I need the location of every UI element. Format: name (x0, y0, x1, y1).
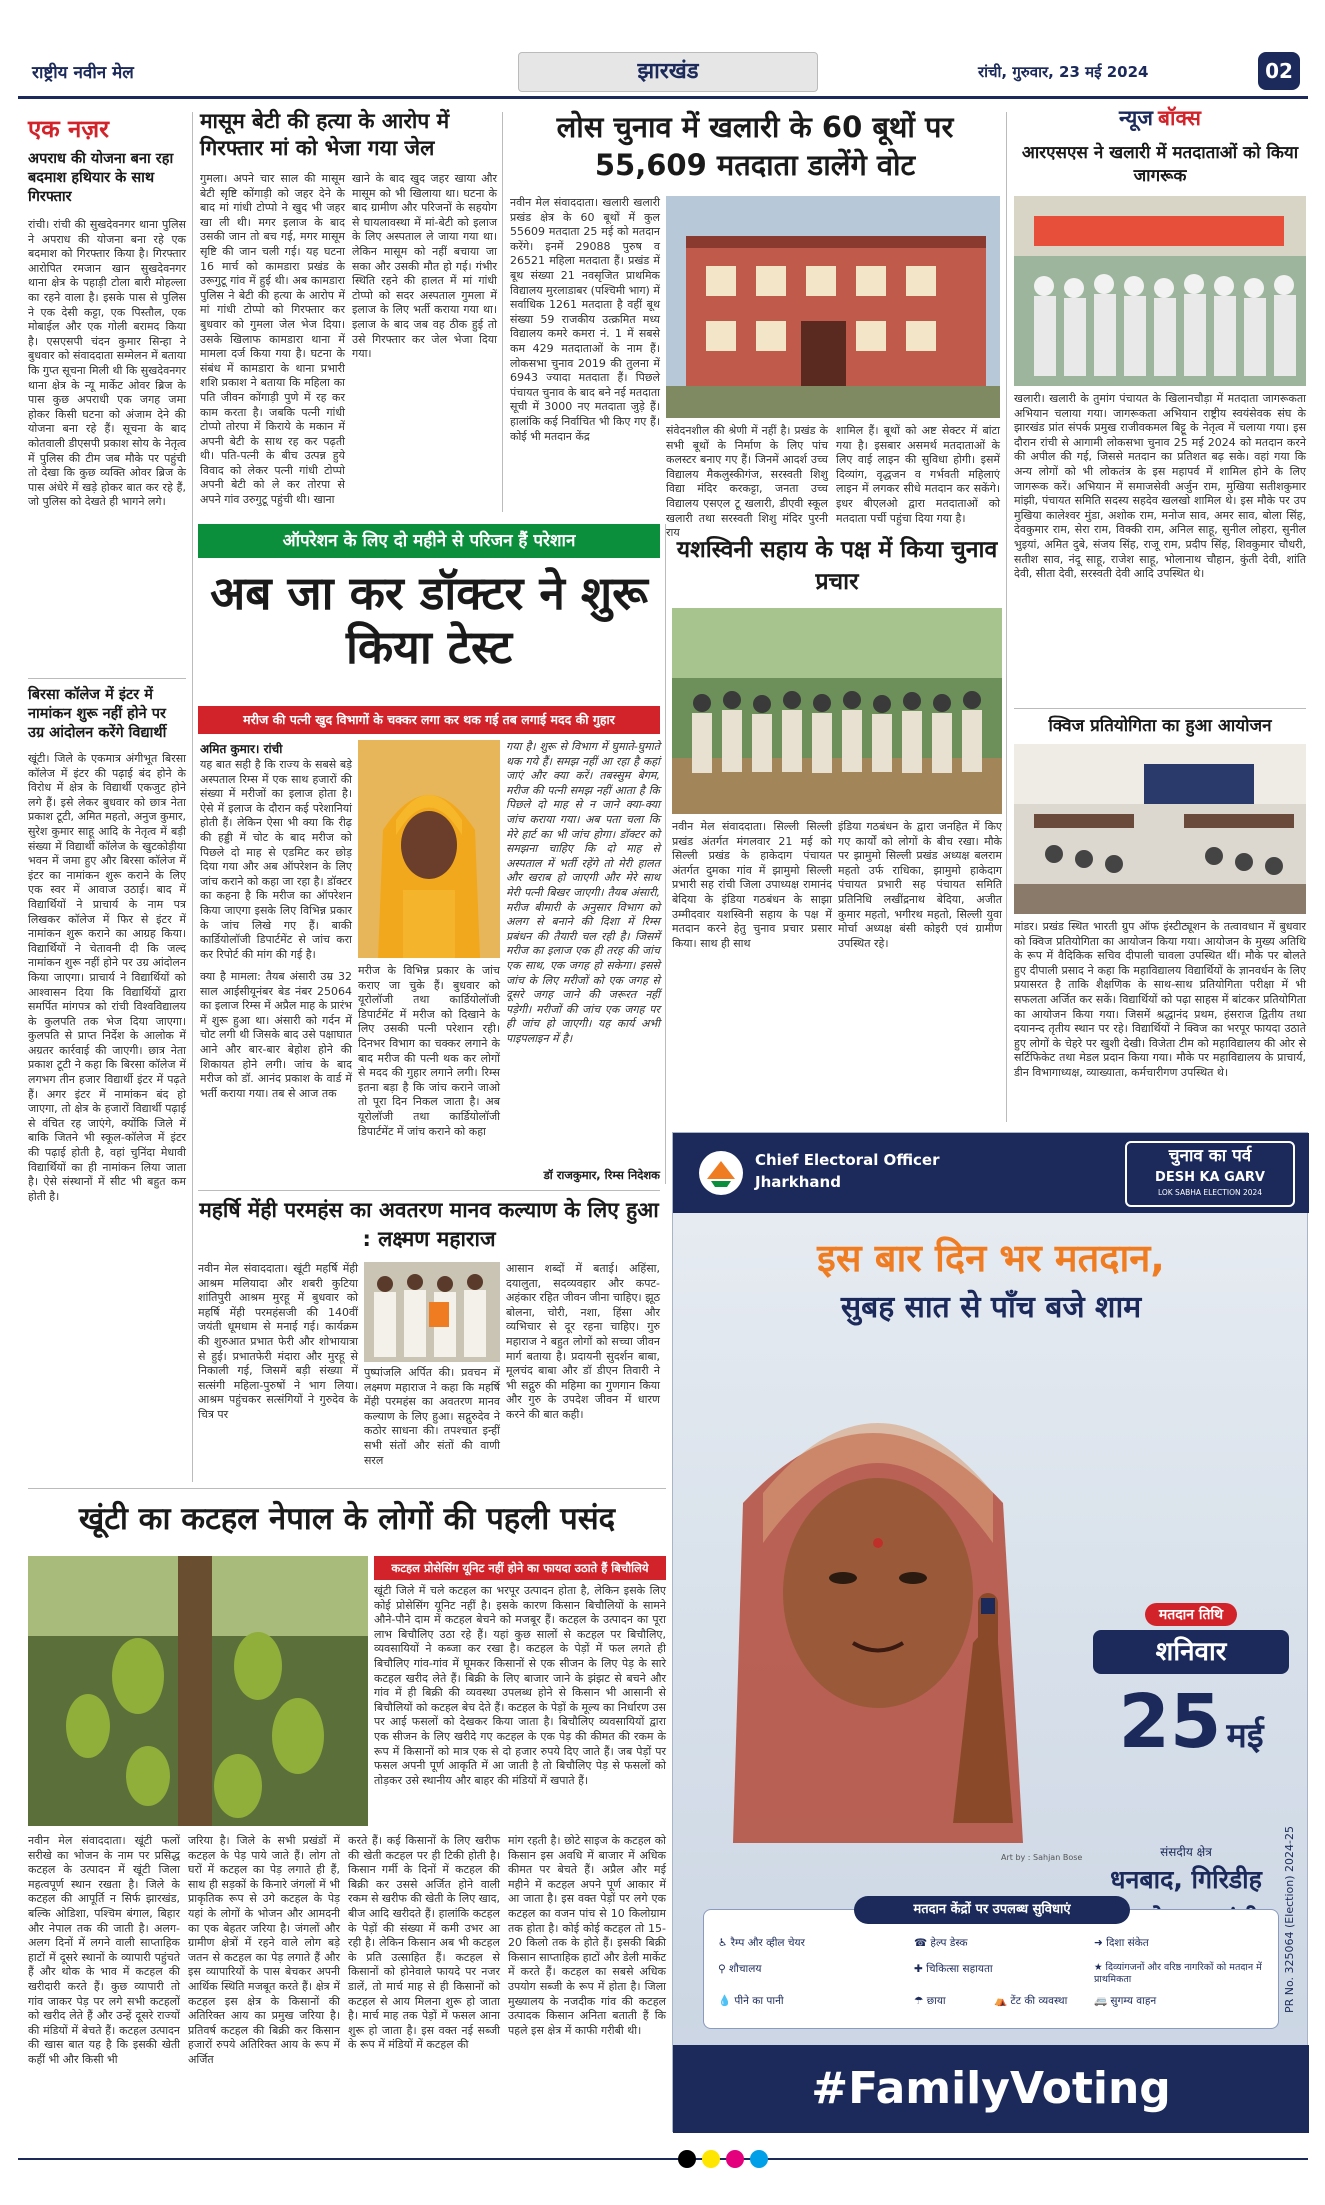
maharshi-body-1: नवीन मेल संवाददाता। खूंटी महर्षि मेंही आश्रम मलियादा और शबरी कुटिया शांतिपुरी आश्रम मुरहू में बुधवार को महर्षि मेंही परमहंसजी की 140वीं जयंती धूमधाम से मनाई गई। कार्यक्रम की शुरुआत प्रभात फेरी और शोभायात्रा से हुई। प्रभातफेरी मंदारा और मुरहू से निकाली गई, जिसमें बड़ी संख्या में सत्संगी महिला-पुरुषों ने भाग लिया। आश्रम पहुंचकर सत्संगियों ने गुरुदेव के चित्र पर (198, 1262, 358, 1421)
campaign-photo (672, 608, 1002, 814)
poll-day: शनिवार (1093, 1630, 1289, 1674)
registration-strip (18, 2148, 1308, 2172)
doctor-body-3 (506, 740, 660, 1165)
facility-item: 💧 पीने का पानी (718, 1995, 784, 2007)
kathal-body-col4: मांग रहती है। छोटे साइज के कटहल को किसान इस अवधि में बाजार में अधिक कीमत पर बेचते हैं। अप्रैल और मई महीने में कटहल अपने पूर्ण आकार में आ जाता है। इस वक्त पेड़ों पर लगे एक कटहल का वजन पांच से 10 किलोग्राम तक होता है। कोई कोई कटहल तो 15-20 किलो तक के होते हैं। इसकी बिक्री किसान साप्ताहिक हाटों और डेली मार्केट में करते हैं। कटहल का सबसे अधिक उपयोग सब्जी के रूप में होता है। जिला मुख्यालय के नजदीक गांव की कटहल उत्पादक किसान अनिता बताती हैं कि पहले इस क्षेत्र में काफी गरीबी थी। (508, 1834, 666, 2037)
kathal-body-col1: नवीन मेल संवाददाता। खूंटी फलों सरीखे का भोजन के नाम पर प्रसिद्ध कटहल के उत्पादन में खूंटी जिला महत्वपूर्ण स्थान रखता है। जिले के कटहल की आपूर्ति न सिर्फ झारखंड, बल्कि ओडिशा, पश्चिम बंगाल, बिहार और नेपाल तक की जाती है। अलग-अलग दिनों में लगने वाली साप्ताहिक हाटों में दूसरे स्थानों के व्यापारी पहुंचते हैं और थोक के भाव में कटहल की खरीदारी करते हैं। कुछ व्यापारी तो गांव जाकर पेड़ पर लगे सभी कटहलों को खरीद लेते हैं और उन्हें दूसरे राज्यों की मंडियों में बेचते हैं। कटहल उत्पादन की खास बात यह है कि इसकी खेती कहीं भी और किसी भी (28, 1834, 180, 2066)
column-divider (502, 112, 503, 512)
column-divider (665, 524, 666, 1184)
bottom-rule (18, 2158, 1308, 2160)
divider (28, 678, 186, 679)
eci-logo-icon (697, 1149, 745, 1197)
quiz-headline: क्विज प्रतियोगिता का हुआ आयोजन (1048, 716, 1272, 736)
constituency-line-1: धनबाद, गिरिडीह (1110, 1865, 1262, 1894)
poll-date-month: मई (1226, 1716, 1264, 1756)
news-box-title-a: न्यूज (1118, 106, 1153, 130)
news-box-title-b: बॉक्स (1158, 106, 1201, 130)
facility-item: ★ दिव्यांगजनों और वरिष्ठ नागरिकों को मतदान में प्राथमिकता (1094, 1962, 1262, 1985)
wheelchair-icon: ♿ (718, 1937, 731, 1949)
constituency-label: संसदीय क्षेत्र (1160, 1845, 1212, 1859)
kathal-body-col3: करते हैं। कई किसानों के लिए खरीफ की खेती कटहल पर ही टिकी होती है। किसान गर्मी के दिनों में कटहल की बिक्री कर उससे अर्जित होने वाली रकम से खरीफ की खेती के लिए खाद, बीज आदि खरीदते हैं। हालांकि कटहल के पेड़ों की संख्या में कमी उभर आ रही है। लेकिन किसान अब भी कटहल के प्रति उत्साहित हैं। कटहल से किसानों को होनेवाले फायदे पर नजर डालें, तो मार्च माह से ही किसानों को कटहल से आय मिलना शुरू हो जाता है। मार्च माह तक पेड़ों में फसल आना शुरू हो जाता है। इस वक्त नई सब्जी के रूप में मंडियों में कटहल की (348, 1834, 500, 2052)
kathal-body-col2: जरिया है। जिले के सभी प्रखंडों में कटहल के पेड़ पाये जाते हैं। लोग तो घरों में कटहल का पेड़ लगाते ही हैं, साथ ही सड़कों के किनारे जंगलों में भी प्राकृतिक रूप से उगे कटहल के पेड़ यहां के लोगों के भोजन और आमदनी का एक बेहतर जरिया है। जंगलों और ग्रामीण क्षेत्रों में रहने वाले लोग बड़े जतन से कटहल का पेड़ लगाते हैं और इस व्यापारियों के पास बेचकर अपनी आर्थिक स्थिति मजबूत करते हैं। क्षेत्र में कटहल इस क्षेत्र के किसानों की अतिरिक्त आय का प्रमुख जरिया है। प्रतिवर्ष कटहल की बिक्री कर किसान हजारों रुपये अतिरिक्त आय के रूप में अर्जित (188, 1834, 340, 2066)
doctor-quote-attribution: डॉ राजकुमार, रिम्स निदेशक (543, 1168, 660, 1182)
brief-body-2: खूंटी। जिले के एकमात्र अंगीभूत बिरसा कॉलेज में इंटर की पढ़ाई बंद होने के विरोध में क्षेत्र के विद्यार्थी एकजुट होने लगे हैं। इसे लेकर बुधवार को छात्र नेता प्रकाश टूटी, अमित महतो, अनुज कुमार, सुरेश कुमार साहू आदि के नेतृत्व में बड़ी संख्या में विद्यार्थी कॉलेज के खुटकोड़ीया भवन में जमा हुए और बिरसा कॉलेज में इंटर का नामांकन शुरू कराने के लिए एक स्वर में आवाज उठाई। बाद में विद्यार्थियों ने प्राचार्य के नाम पत्र लिखकर कॉलेज में फिर से इंटर में नामांकन शुरू कराने का आग्रह किया। विद्यार्थियों ने चेतावनी दी कि जल्द नामांकन शुरू नहीं होने पर उग्र आंदोलन किया जाएगा। प्राचार्य ने विद्यार्थियों को आश्वासन दिया कि विद्यार्थियों द्वारा समर्पित मांगपत्र को रांची विश्वविद्यालय के कुलपति तक भेज दिया जाएगा। कुलपति से प्राप्त निर्देश के आलोक में अग्रतर कार्रवाई की जाएगी। छात्र नेता प्रकाश टूटी ने कहा कि बिरसा कॉलेज में लगभग तीन हजार विद्यार्थी इंटर में पढ़ते हैं। अगर इंटर में नामांकन बंद हो जाएगा, तो क्षेत्र के हजारों विद्यार्थी पढ़ाई से वंचित रह जाएंगे, क्योंकि जिले में बाकि जितने भी स्कूल-कॉलेज में इंटर की पढ़ाई होती है, वहां चुनिंदा मेधावी विद्यार्थियों का ही नामांकन लिया जाता है। ऐसे संस्थानों में सीट भी बहुत कम होती है। (28, 752, 186, 1203)
elderly-voter-illustration (693, 1343, 1073, 1843)
tent-icon: ⛺ (994, 1995, 1011, 2007)
maharshi-body-3: आसान शब्दों में बताई। अहिंसा, दयालुता, सदव्यवहार और कपट-अहंकार रहित जीवन जीना चाहिए। झूठ बोलना, चोरी, नशा, हिंसा और व्यभिचार से दूर रहना चाहिए। गुरु महाराज ने बहुत लोगों को सच्चा जीवन मार्ग बताया है। प्रदायनी सुदर्शन बाबा, मूलचंद बाबा और डॉ डीएन तिवारी ने भी सद्गुरु की महिमा का गुणगान किया और गुरु के उपदेश जीवन में धारण करने की बात कही। (506, 1262, 660, 1421)
toilet-icon: ⚲ (718, 1963, 730, 1975)
khalari-headline: लोस चुनाव में खलारी के 60 बूथों पर 55,609 मतदाता डालेंगे वोट (556, 110, 954, 182)
brief-headline-1: अपराध की योजना बना रहा बदमाश हथियार के साथ गिरफ्तार (28, 151, 174, 205)
ek-nazar-label: एक नज़र (28, 115, 110, 143)
khalari-body-1: नवीन मेल संवाददाता। खलारी खलारी प्रखंड क्षेत्र के 60 बूथों में कुल 55609 मतदाता 25 मई को मतदान करेंगे। इनमें 29088 पुरुष व 26521 महिला मतदाता हैं। प्रखंड में बूथ संख्या 21 नवसृजित प्राथमिक विद्यालय मुरलाडाबर (पश्चिमी भाग) में सर्वाधिक 1261 मतदाता है वहीं बूथ संख्या 59 राजकीय उत्क्रमित मध्य विद्यालय कमरे कमरा नं. 1 में सबसे कम 429 मतदाताओं के नाम हैं। लोकसभा चुनाव 2019 की तुलना में 6943 ज्यादा मतदाता हैं। पिछले पंचायत चुनाव के बाद बने नई मतदाता सूची में 3000 नए मतदाता जुड़े हैं। हालांकि कई निर्वाचित भी किए गए हैं। कोई भी मतदान केंद्र (510, 196, 660, 443)
patient-wife-quote: गया है। शुरू से विभाग में घुमाते-घुमाते थक गये हैं। समझ नहीं आ रहा है कहां जाएं और क्या करें। तबस्सुम बेगम, मरीज की पत्नी समझ नहीं आता है कि पिछले दो माह से न जाने क्या-क्या जांच कराया गया। अब पता चला कि मेरे हार्ट का भी जांच होगा। डॉक्टर को समझना चाहिए कि दो माह से अस्पताल में भर्ती रहेंगे तो मेरी हालत और खराब हो जाएगी और मेरे साथ मेरी पत्नी बिखर जाएगी। (506, 740, 660, 899)
yashaswini-body-1: नवीन मेल संवाददाता। सिल्ली सिल्ली प्रखंड अंतर्गत मंगलवार 21 मई को सिल्ली प्रखंड के हाकेदाग पंचायत अंतर्गत दुमका गांव में झामुमो सिल्ली प्रभारी सह रांची जिला उपाध्यक्ष रामानंद बेदिया के इंडिया गठबंधन के साझा उम्मीदवार यशस्विनी सहाय के पक्ष में मतदान करने हेतु चुनाव प्रचार प्रसार किया। साथ ही साथ (672, 820, 832, 950)
khalari-body-3: शामिल हैं। बूथों को अष्ट सेक्टर में बांटा गया है। इसबार असमर्थ मतदाताओं के लिए वाई लाइन की सुविधा होगी। इसमें दिव्यांग, वृद्धजन व गर्भवती महिलाएं लाइन में लगकर सीधे मतदान कर सकेंगे। इधर बीएलओ द्वारा मतदाताओं को मतदाता पर्ची पहुंचा दिया गया है। (836, 424, 1000, 525)
masthead-strip (18, 48, 1308, 100)
patient-wife-photo (358, 740, 500, 958)
masoom-body-b: खाने के बाद खुद जहर खाया और मासूम को भी खिलाया था। घटना के बाद ग्रामीण और परिजनों के सहयोग से घायलावस्था में मां-बेटी को इलाज के लिए अस्पताल ले जाया गया था। लेकिन मासूम को नहीं बचाया जा सका और उसकी मौत हो गई। गंभीर स्थिति रहने की हालत में मां गांधी टोप्पो को सदर अस्पताल गुमला में इलाज के लिए भर्ती कराया गया था। इलाज के बाद जब वह ठीक हुई तो उसे गिरफ्तार कर जेल भेजा दिया गया। (352, 172, 497, 361)
ad-slogan-1: इस बार दिन भर मतदान, (817, 1236, 1165, 1280)
signboard-icon: ➜ (1094, 1937, 1107, 1949)
shade-icon: ☂ (914, 1995, 927, 2007)
cmyk-swatch (702, 2150, 720, 2168)
water-icon: 💧 (718, 1995, 735, 2007)
brand-name: राष्ट्रीय नवीन मेल (32, 63, 134, 83)
section-title: झारखंड (637, 59, 699, 84)
column-divider (1006, 112, 1007, 1122)
facility-item: 🚐 सुगम्य वाहन (1094, 1995, 1157, 2007)
ek-nazar-tag (28, 112, 188, 146)
poll-date-label: मतदान तिथि (1145, 1603, 1237, 1626)
quiz-body: मांडर। प्रखंड स्थित भारती ग्रुप ऑफ इंस्टीट्यूशन के तत्वावधान में बुधवार को क्विज प्रतियोगिता का आयोजन किया गया। आयोजन के मुख्य अतिथि के रूप में वैदिकिक सचिव दीपाली चावला उपस्थित थीं। मौके पर बोलते हुए दीपाली प्रसाद ने कहा कि महाविद्यालय विद्यार्थियों के ज्ञानवर्धन के लिए प्रयासरत है ताकि शैक्षणिक के साथ-साथ प्रतियोगिता परीक्षा में भी सफलता अर्जित कर सकें। विद्यार्थियों को पढ़ा साहस में बांटकर प्रतियोगिता का आयोजन किया गया। जिसमें श्रद्धानंद प्रथम, हंसराज द्वितीय तथा दयानन्द तृतीय स्थान पर रहे। विद्यार्थियों ने क्विज का भरपूर फायदा उठाते हुए लोगों के चेहरे पर खुशी देखी। विजेता टीम को महाविद्यालय की ओर से सर्टिफिकेट तथा मेडल प्रदान किया गया। मौके पर महाविद्यालय के प्राचार्य, डीन विभागाध्यक्ष, व्याख्याता, कर्मचारीगण उपस्थित थे। (1014, 920, 1306, 1079)
pr-number: PR No. 325064 (Election) 2024-25 (1283, 1826, 1296, 2013)
divider (1014, 708, 1306, 709)
doctor-body-2: मरीज के विभिन्न प्रकार के जांच कराए जा चुके हैं। बुधवार को यूरोलॉजी तथा कार्डियोलॉजी डिपार्टमेंट में मरीज को दिखाने के लिए उसकी पत्नी परेशान रही। दिनभर विभाग का चक्कर लगाने के बाद मरीज की पत्नी थक कर लोगों से मदद की गुहार लगाने लगी। रिम्स इतना बड़ा है कि जांच कराने जाओ तो पूरा दिन निकल जाता है। अब यूरोलॉजी तथा कार्डियोलॉजी डिपार्टमेंट में जांच कराने को कहा (358, 964, 500, 1138)
masoom-headline: मासूम बेटी की हत्या के आरोप में गिरफ्तार मां को भेजा गया जेल (200, 109, 450, 160)
poll-date-row (1093, 1680, 1289, 1764)
poll-date-badge (1093, 1603, 1289, 1833)
maharshi-headline: महर्षि मेंही परमहंस का अवतरण मानव कल्याण के लिए हुआ : लक्ष्मण महाराज (199, 1198, 659, 1251)
page-number: 02 (1258, 52, 1300, 90)
procession-photo (364, 1262, 500, 1362)
section-tab (518, 52, 818, 92)
doctor-body-1b: क्या है मामला: तैयब अंसारी उम्र 32 साल आईसीयूनंबर बेड नंबर 25064 का इलाज रिम्स में अप्रैल माह के प्रारंभ में शुरू हुआ था। अंसारी को गर्दन में चोट लगी थी जिसके बाद उसे पक्षाघात आने और बार-बार बेहोश होने की शिकायत होने लगी। जांच के बाद मरीज को डॉ. आनंद प्रकाश के वार्ड में भर्ती कराया गया। तब से आज तक (200, 970, 352, 1100)
cmyk-swatch (726, 2150, 744, 2168)
yashaswini-headline: यशस्विनी सहाय के पक्ष में किया चुनाव प्रचार (676, 537, 998, 595)
artist-credit: Art by : Sahjan Bose (1001, 1853, 1083, 1862)
kathal-subhead-bar: कटहल प्रोसेसिंग यूनिट नहीं होने का फायदा उठाते हैं बिचौलिये (374, 1556, 666, 1580)
help-desk-icon: ☎ (914, 1937, 931, 1949)
doctor-kicker-bar: ऑपरेशन के लिए दो महीने से परिजन हैं परेशान (198, 524, 660, 558)
doctor-headline: अब जा कर डॉक्टर ने शुरू किया टेस्ट (210, 566, 648, 674)
cmyk-swatch (750, 2150, 768, 2168)
ad-logo-english: DESH KA GARV (1155, 1170, 1265, 1185)
brief-headline-2: बिरसा कॉलेज में इंटर में नामांकन शुरू नहीं होने पर उग्र आंदोलन करेंगे विद्यार्थी (28, 687, 167, 741)
rss-headline: आरएसएस ने खलारी में मतदाताओं को किया जागरूक (1021, 143, 1299, 186)
quiz-hall-photo (1014, 744, 1306, 914)
poll-date-number: 25 (1118, 1679, 1222, 1765)
khalari-body-2: संवेदनशील की श्रेणी में नहीं है। प्रखंड के सभी बूथों के निर्माण के लिए पांच कलस्टर बनाए गए हैं। जिनमें आदर्श उच्च विद्यालय मैकलुस्कीगंज, सरस्वती शिशु विद्या मंदिर करकट्टा, जनता उच्च विद्यालय एसएल टू खलारी, डीएवी स्कूल खलारी तथा सरस्वती शिशु मंदिर पुरनी राय (666, 424, 828, 540)
ad-slogan-2: सुबह सात से पाँच बजे शाम (840, 1290, 1142, 1325)
facility-item: ♿ रैम्प और व्हील चेयर (718, 1937, 805, 1949)
cmyk-swatch (678, 2150, 696, 2168)
hashtag-text: #FamilyVoting (811, 2063, 1171, 2114)
brief-body-1: रांची। रांची की सुखदेवनगर थाना पुलिस ने अपराध की योजना बना रहे एक बदमाश को गिरफ्तार किया है। गिरफ्तार आरोपित रमजान खान सुखदेवनगर थाना क्षेत्र के पहाड़ी टोला बारी मोहल्ला का रहने वाला है। इसके पास से पुलिस ने एक देसी कट्टा, एक पिस्तौल, एक मोबाईल और एक गोली बरामद किया है। एसएसपी चंदन कुमार सिन्हा ने बुधवार को संवाददाता सम्मेलन में बताया कि गुप्त सूचना मिली थी कि सुखदेवनगर थाना क्षेत्र के न्यू मार्केट ओवर ब्रिज के पास कुछ अपराधी एक जगह जमा होकर किसी घटना को अंजाम देने की योजना बना रहे हैं। सूचना के बाद कोतवाली डीएसपी प्रकाश सोय के नेतृत्व में पुलिस की टीम जब मौके पर पहुंची तो देखा कि कुछ व्यक्ति ओवर ब्रिज के पास अंधेरे में खड़े होकर बात कर रहे हैं, जो पुलिस को देखते ही भागने लगे। (28, 218, 186, 509)
hashtag-band (673, 2045, 1309, 2133)
facility-item: ☂ छाया (914, 1995, 946, 2007)
divider (28, 1488, 666, 1489)
ad-logo-small: LOK SABHA ELECTION 2024 (1157, 1188, 1263, 1197)
column-divider (192, 112, 193, 1482)
vehicle-icon: 🚐 (1094, 1995, 1111, 2007)
ad-org-line-2: Jharkhand (755, 1173, 841, 1191)
kathal-headline: खूंटी का कटहल नेपाल के लोगों की पहली पसंद (78, 1501, 616, 1537)
medical-icon: ✚ (914, 1963, 927, 1975)
facility-item: ➜ दिशा संकेत (1094, 1937, 1149, 1949)
news-box-title (1012, 104, 1308, 140)
facilities-title: मतदान केंद्रों पर उपलब्ध सुविधाएं (854, 1896, 1130, 1924)
ad-campaign-logo (1125, 1141, 1295, 1207)
kathal-body-lead: खूंटी जिले में चले कटहल का भरपूर उत्पादन होता है, लेकिन इसके लिए कोई प्रोसेसिंग यूनिट नहीं है। इसके कारण किसान बिचौलियों के सामने औने-पौने दाम में कटहल बेचने को मजबूर हैं। कटहल के उत्पादन का पूरा लाभ बिचौलिए उठा रहे हैं। यहां कुछ सालों से कटहल पर बिचौलिए, व्यवसायियों ने कब्जा कर रखा है। कटहल के पेड़ों में फल लगते ही बिचौलिए गांव-गांव में घूमकर किसानों से एक सीजन के लिए पेड़ के सारे कटहल खरीद लेते हैं। बिक्री के लिए बाजार जाने के झंझट से बचने और गांव में ही बिक्री की व्यवस्था उपलब्ध होने से किसान भी आसानी से बिचौलियों को कटहल बेच देते हैं। कटहल के पेड़ों के मूल्य का निर्धारण उस पर आई फसलों को देखकर किया जाता है। बिचौलिए व्यवसायियों द्वारा एक सीजन के लिए खरीदे गए कटहल के एक पेड़ की कीमत की रकम के रूप में किसानों को मात्र एक से दो हजार रुपये दिए जाते हैं। जब पेड़ों पर फसल अपनी पूर्ण आकृति में आ जाती है तो बिचौलिए पेड़ से फसलों को तोड़कर उसे स्थानीय और बाहर की मंडियों में खपाते हैं। (374, 1584, 666, 1787)
facility-item: ☎ हेल्प डेस्क (914, 1937, 968, 1949)
election-ad (672, 1132, 1308, 2132)
divider (198, 1190, 660, 1191)
doctor-subhead-bar: मरीज की पत्नी खुद विभागों के चक्कर लगा कर थक गई तब लगाई मदद की गुहार (198, 706, 660, 734)
khalari-school-photo (666, 196, 1000, 418)
doctor-byline: अमित कुमार। रांची (200, 742, 283, 756)
masoom-body-a: गुमला। अपने चार साल की मासूम बेटी सृष्टि कोंगाड़ी को जहर देने के बाद मां गांधी टोप्पो ने खुद भी जहर खा ली थी। मगर इलाज के बाद उसकी जान तो बच गई, मगर मासूम सृष्टि की जान चली गई। यह घटना 16 मार्च को कामडारा प्रखंड के उरूगुटू गांव में हुई थी। अब कामडारा पुलिस ने बेटी की हत्या के आरोप में मां गांधी टोप्पो को गिरफ्तार कर बुधवार को गुमला जेल भेज दिया। उसके खिलाफ कामडारा थाना में मामला दर्ज किया गया है। घटना के संबंध में कामडारा के थाना प्रभारी शशि प्रकाश ने बताया कि महिला का पति जीवन कोंगाड़ी पुणे में रह कर काम करता है। जबकि पत्नी गांधी टोप्पो तोरपा में किराये के मकान में अपनी बेटी के साथ रह कर पढ़ती थी। पति-पत्नी के बीच उत्पन्न हुये विवाद को लेकर पत्नी गांधी टोप्पो अपनी बेटी को ले कर तोरपा से अपने गांव उरुगुटू पहुंची थी। खाना (200, 172, 345, 507)
facility-item: ⛺ टेंट की व्यवस्था (994, 1995, 1068, 2007)
facility-item: ⚲ शौचालय (718, 1963, 762, 1975)
patient-quote: तैयब अंसारी, मरीज बीमारी के अनुसार विभाग को अलग से बनाने की दिशा में रिम्स प्रबंधन की तैयारी चल रही है। जिसमें मरीज का इलाज एक ही तरह की जांच एक साथ, एक जगह हो सकेगा। इससे जांच के लिए मरीजों को एक जगह से दूसरे जगह जाने की जरूरत नहीं पड़ेगी। मरीजों की जांच एक जगह पर ही जांच हो जाएगी। यह कार्य अभी पाइपलाइन में है। (506, 885, 660, 1045)
yashaswini-body-2: इंडिया गठबंधन के द्वारा जनहित में किए गए कार्यों को लोगों के बीच रखा। मौके पर झामुमो सिल्ली प्रखंड अध्यक्ष बलराम महतो उर्फ राधिका, झामुमो हाकेदाग पंचायत प्रभारी सह पंचायत समिति प्रतिनिधि लखींद्रनाथ बेदिया, अजीत कुमार महतो, भगीरथ महतो, सिल्ली युवा मोर्चा अध्यक्ष बंसी कोइरी एवं ग्रामीण उपस्थित रहे। (838, 820, 1002, 950)
facilities-panel (703, 1902, 1279, 2029)
rss-rally-photo (1014, 196, 1306, 386)
dateline: रांची, गुरुवार, 23 मई 2024 (978, 63, 1149, 81)
ad-logo-hindi: चुनाव का पर्व (1168, 1146, 1252, 1166)
maharshi-body-2: पुष्पांजलि अर्पित की। प्रवचन में लक्ष्मण महाराज ने कहा कि महर्षि मेंही परमहंस का अवतरण मानव कल्याण के लिए हुआ। सद्गुरुदेव ने कठोर साधना की। तपश्चात इन्हीं सभी संतों और संतों की वाणी सरल (364, 1366, 500, 1467)
rss-body: खलारी। खलारी के तुमांग पंचायत के खिलानचौड़ा में मतदाता जागरूकता अभियान चलाया गया। जागरूकता अभियान राष्ट्रीय स्वयंसेवक संघ के झारखंड प्रांत संपर्क प्रमुख राजीवकमल बिट्टू के नेतृत्व में चलाया गया। इस दौरान रांची से आगामी लोकसभा चुनाव 25 मई 2024 को मतदान करने की अपील की गई, जिससे मतदान का प्रतिशत बढ़ सके। वहां गया कि अन्य लोगों को भी लोकतंत्र के इस महापर्व में शामिल होने के लिए जागरूक करें। अभियान में समाजसेवी अर्जुन राम, मुखिया सतीशकुमार मांझी, पंचायत समिति सदस्य सहदेव खलखो शामिल थे। इस मौके पर उप मुखिया कालेश्वर मुंडा, अशोक राम, मनोज साव, अमर साव, बोला सिंह, देवकुमार राम, सेरा राम, विक्की राम, अनिल साहू, सुनील लोहरा, सुनील भुइयां, अमित दुबे, संजय सिंह, राजू राम, प्रदीप सिंह, शिवकुमार चौधरी, सतीश साव, नंदू साहू, राजेश साहू, भोलानाथ चौहान, कुंती देवी, शांति देवी, सीता देवी, सरस्वती देवी आदि उपस्थित थे। (1014, 392, 1306, 581)
facility-item: ✚ चिकित्सा सहायता (914, 1963, 993, 1975)
ad-org-line-1: Chief Electoral Officer (755, 1151, 940, 1169)
priority-icon: ★ (1094, 1962, 1106, 1973)
header-rule (18, 96, 1308, 99)
doctor-body-1: यह बात सही है कि राज्य के सबसे बड़े अस्पताल रिम्स में एक साथ हजारों की संख्या में मरीजों का इलाज होता है। ऐसे में इलाज के दौरान कई परेशानियां होती हैं। लेकिन ऐसा भी क्या कि रीढ़ की हड्डी में चोट के बाद मरीज को पिछले दो माह से एडमिट कर छोड़ दिया गया और अब ऑपरेशन के लिए जांच कराने को कहा जा रहा है। डॉक्टर का कहना है कि मरीज का ऑपरेशन किया जाएगा इसके लिए विभिन्न प्रकार के जांच लिखे गए हैं। बाकी कार्डियोलॉजी डिपार्टमेंट से जांच करा कर रिपोर्ट की मांग की गई है। (200, 758, 352, 961)
jackfruit-photo (28, 1556, 368, 1826)
